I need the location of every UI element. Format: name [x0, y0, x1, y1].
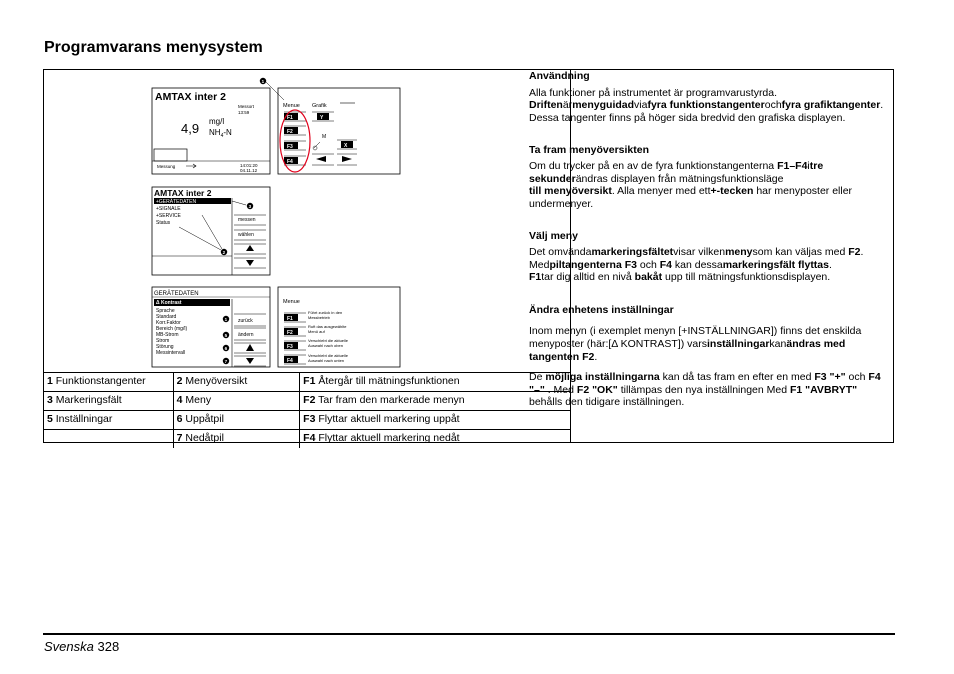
display2-item-4: Status — [156, 220, 171, 226]
svg-text:F1: F1 — [287, 115, 293, 121]
svg-text:F4: F4 — [287, 358, 293, 364]
legend-cell — [173, 411, 300, 430]
explanation-text — [529, 70, 891, 409]
footer-rule — [43, 633, 895, 635]
svg-text:5: 5 — [224, 333, 228, 338]
legend-text: Återgår till mätningsfunktionen — [318, 375, 460, 387]
legend-text: Inställningar — [55, 413, 113, 425]
display3-up-arrow-icon — [246, 344, 254, 351]
footer-language: Svenska — [44, 639, 94, 654]
hint-f3-b: Auswahl nach oben — [308, 343, 343, 348]
para-change-1: Inom menyn (i exemplet menyn [+INSTÄLLNINGAR]) finns det enskilda menyposter (här:[Δ KONTRAST]) varsinställningarkanändras med tangenten F2. — [529, 325, 862, 363]
display3-item-7: Störung — [156, 344, 174, 350]
svg-text:F1: F1 — [287, 316, 293, 322]
display3-item-2: Standard — [156, 314, 177, 320]
display3-aendern: ändern — [238, 332, 254, 338]
para-usage-1: Alla funktioner på instrumentet är programvarustyrda. — [529, 86, 778, 99]
hint-f2-b: Menü auf — [308, 329, 325, 334]
legend-number: F1 — [303, 375, 316, 387]
footer-page-number: 328 — [97, 639, 120, 654]
legend-row — [44, 392, 570, 411]
legend-number: F2 — [303, 394, 316, 406]
display1-title: AMTAX inter 2 — [155, 91, 226, 103]
display2-messen: messen — [238, 217, 256, 223]
legend-text: Tar fram den markerade menyn — [318, 394, 465, 406]
display3-item-3: Korr.Faktor — [156, 320, 181, 326]
keypad1-menue: Menue — [283, 103, 300, 109]
legend-number: F3 — [303, 413, 316, 425]
legend-text: Flyttar aktuell markering uppåt — [318, 413, 460, 425]
display2-down-arrow-icon — [246, 260, 254, 266]
svg-text:3: 3 — [248, 204, 252, 209]
legend-number: F4 — [303, 432, 316, 444]
legend-cell — [173, 392, 300, 411]
display3-item-1: Sprache — [156, 308, 175, 314]
display3-item-8: Messintervall — [156, 350, 186, 356]
svg-text:F3: F3 — [287, 344, 293, 350]
legend-number: 7 — [176, 432, 183, 444]
legend-text: Menyöversikt — [185, 375, 248, 387]
legend-text: Nedåtpil — [185, 432, 224, 444]
legend-cell — [300, 411, 570, 430]
display3-item-5: MB-Strom — [156, 332, 179, 338]
legend-row — [44, 411, 570, 430]
para-usage-2: Driftenärmenyguidadviafyra funktionstangenterochfyra grafiktangenter. Dessa tangenter finns på höger sida bredvid den grafiska displayen. — [529, 99, 884, 124]
keypad3-menue: Menue — [283, 299, 300, 305]
legend-number: 1 — [47, 375, 53, 387]
legend-cell — [44, 430, 173, 449]
para-change-2: De möjliga inställningarna kan då tas fram en efter en med F3 "+" och F4 "–" . Med F2 "OK" tillämpas den nya inställningen Med F1 "AVBRYT" behålls den tidigare inställningen. — [529, 371, 881, 409]
display1-date: 04.11.12 — [240, 168, 258, 173]
legend-cell — [173, 430, 300, 449]
legend-cell — [44, 373, 173, 392]
legend-cell — [44, 411, 173, 430]
display1-species: $NH_4-N$ — [209, 128, 232, 139]
legend-cell — [44, 392, 173, 411]
keypad1-right-arrow-icon — [342, 156, 352, 162]
hint-f2-a: Ruft das ausgewählte — [308, 324, 347, 329]
legend-text: Uppåtpil — [185, 413, 224, 425]
heading-change: Ändra enhetens inställningar — [529, 303, 674, 316]
keypad1-zoom-icon — [313, 142, 320, 150]
footer — [44, 639, 119, 654]
legend-number: 5 — [47, 413, 53, 425]
legend-number: 3 — [47, 394, 53, 406]
keypad1-grafik: Grafik — [312, 103, 327, 109]
display1-messort: Messort — [238, 104, 255, 109]
svg-text:6: 6 — [224, 346, 228, 351]
svg-text:1: 1 — [224, 317, 228, 322]
display2-item-1: +GERÄTEDATEN — [156, 199, 197, 205]
svg-text:X: X — [344, 143, 348, 149]
hint-f4-a: Verschiebt die aktuelle — [308, 353, 349, 358]
legend-number: 6 — [176, 413, 183, 425]
heading-usage: Användning — [529, 70, 590, 82]
display3-item-4: Bereich (mg/l) — [156, 326, 188, 332]
display2-title: AMTAX inter 2 — [154, 188, 212, 198]
heading-overview: Ta fram menyöversikten — [529, 144, 650, 157]
legend-text: Meny — [185, 394, 212, 406]
hint-f1-a: Führt zurück in den — [308, 310, 343, 315]
svg-text:F2: F2 — [287, 129, 293, 135]
para-select-1: Det omvändamarkeringsfältetvisar vilkenmenysom kan väljas med F2. Medpiltangenterna F3 och F4 kan dessamarkeringsfält flyttas. — [529, 245, 864, 271]
legend-number: 4 — [176, 394, 183, 406]
legend-text: Funktionstangenter — [55, 375, 146, 387]
hint-f4-b: Auswahl nach unten — [308, 358, 345, 363]
legend-table — [44, 372, 570, 448]
svg-text:F2: F2 — [287, 330, 293, 336]
display1-messort-time: 13:59 — [238, 110, 250, 115]
keypad1-left-arrow-icon — [316, 156, 326, 162]
display1-unit: mg/l — [209, 117, 225, 126]
svg-text:2: 2 — [222, 250, 226, 255]
svg-text:F4: F4 — [287, 159, 293, 165]
legend-cell — [173, 373, 300, 392]
hint-f1-b: Messbetrieb — [308, 315, 330, 320]
legend-number: 2 — [176, 375, 183, 387]
para-overview: Om du trycker på en av de fyra funktionstangenterna F1–F4itre sekunderändras displayen från mätningsfunktionsläge till menyöversikt. Alla menyer med ett+-tecken har menyposter eller undermenyer. — [529, 159, 853, 210]
display1-value: 4,9 — [181, 121, 200, 136]
display1-time: 14:01:20 — [240, 163, 258, 168]
display3-zurueck: zurück — [238, 318, 253, 324]
display3-selected: Δ Kontrast — [156, 300, 182, 306]
display1-status-box — [154, 149, 187, 161]
svg-text:1: 1 — [261, 79, 265, 84]
display3-down-arrow-icon — [246, 358, 254, 364]
display3-item-6: Strom — [156, 338, 170, 344]
legend-text: Flyttar aktuell markering nedåt — [318, 432, 460, 444]
legend-text: Markeringsfält — [55, 394, 122, 406]
svg-text:7: 7 — [224, 359, 228, 364]
menu-diagram — [44, 70, 570, 372]
legend-row — [44, 430, 570, 449]
display2-item-2: +SIGNALE — [156, 206, 181, 212]
display3-title: GERÄTEDATEN — [154, 291, 199, 297]
display1-messung: Messung — [157, 164, 176, 169]
legend-cell — [300, 430, 570, 449]
svg-text:F3: F3 — [287, 144, 293, 150]
display2-waehlen: wählen — [238, 232, 254, 238]
legend-row — [44, 373, 570, 392]
hint-f3-a: Verschiebt die aktuelle — [308, 338, 349, 343]
display2-item-3: +SERVICE — [156, 213, 181, 219]
heading-select: Välj meny — [529, 230, 579, 243]
svg-text:Y: Y — [320, 115, 324, 121]
display2-up-arrow-icon — [246, 245, 254, 251]
page-title: Programvarans menysystem — [44, 39, 263, 56]
keypad1-m: M — [322, 134, 327, 140]
display1-arrow-icon — [186, 164, 196, 168]
para-select-2: F1tar dig alltid en nivå bakåt upp till mätningsfunktionsdisplayen. — [529, 271, 831, 284]
